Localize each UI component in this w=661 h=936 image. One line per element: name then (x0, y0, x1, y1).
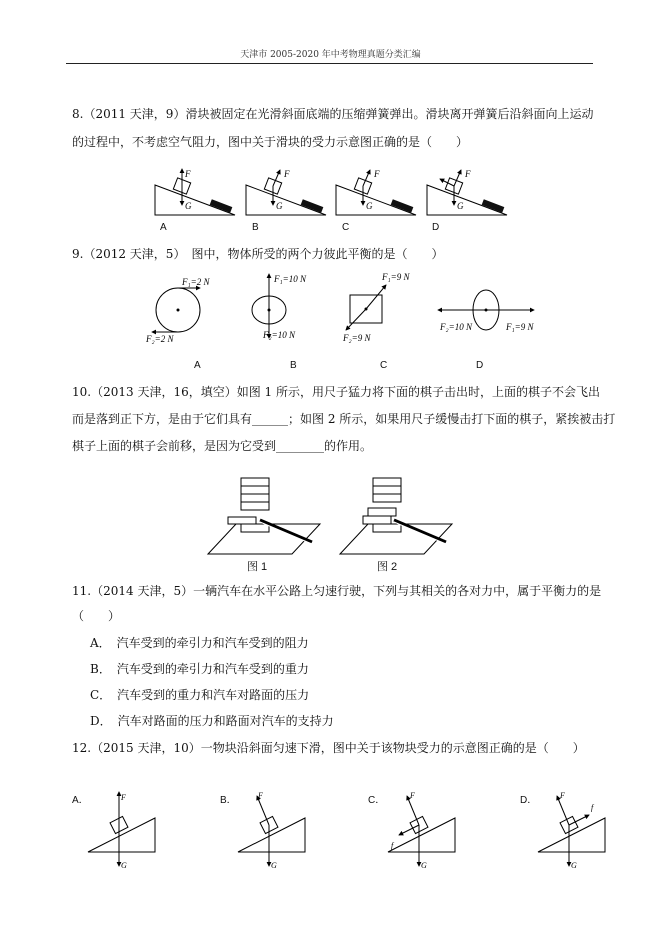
q12-d-f: F (560, 791, 565, 800)
q9-d-f2: F₂=10 N (440, 322, 472, 332)
q8-stem-line2: 的过程中，不考虑空气阻力，图中关于滑块的受力示意图正确的是（ ） (72, 135, 469, 149)
q12-label-c: C． (368, 795, 386, 806)
q9-figure-a (145, 277, 210, 344)
q11-stem-line2: （ ） (72, 609, 121, 623)
q12-c-g: G (421, 861, 427, 870)
q8-b-g: G (276, 201, 283, 211)
q8-a-g: G (185, 201, 192, 211)
q12-c-friction: f (391, 841, 394, 850)
q10-figure-1 (208, 478, 320, 554)
q11-option-d: D． 汽车对路面的压力和路面对汽车的支持力 (90, 714, 334, 728)
q10-figures (0, 470, 661, 560)
q12-stem-line1: 12.（2015 天津，10）一物块沿斜面匀速下滑，图中关于该物块受力的示意图正确的是（ ） (72, 741, 585, 755)
q12-b-g: G (271, 861, 277, 870)
q12-label-b: B． (220, 795, 237, 806)
q12-figure-c (388, 791, 455, 870)
q8-d-fn: F (465, 169, 471, 179)
q9-a-f2: F₂=2 N (146, 334, 174, 344)
q12-label-d: D． (520, 795, 538, 806)
q12-a-g: G (121, 861, 127, 870)
q8-b-fn: F (284, 169, 290, 179)
q9-a-f1: F₁=2 N (182, 277, 210, 287)
q8-c-fn: F (374, 169, 380, 179)
q12-figure-b (238, 791, 305, 870)
q12-b-f: F (258, 791, 263, 800)
q9-b-f1: F₁=10 N (274, 274, 306, 284)
q10-figure-2 (340, 478, 452, 554)
q12-d-friction: f (591, 803, 594, 812)
q8-stem-line1: 8.（2011 天津，9）滑块被固定在光滑斜面底端的压缩弹簧弹出。滑块离开弹簧后沿斜面向上运动 (72, 107, 594, 121)
q8-d-g: G (457, 201, 464, 211)
q12-figures (0, 788, 661, 868)
q8-a-fn: F (185, 169, 191, 179)
q8-figure-c (336, 169, 416, 215)
q8-figure-b (246, 169, 326, 215)
q9-label-a: A (194, 360, 201, 371)
q11-stem-line1: 11.（2014 天津，5）一辆汽车在水平公路上匀速行驶，下列与其相关的各对力中，属于平衡力的是 (72, 584, 602, 598)
q10-fig1-caption: 图 1 (247, 561, 268, 573)
q9-label-d: D (476, 360, 484, 371)
q10-stem-line1: 10.（2013 天津，16，填空）如图 1 所示，用尺子猛力将下面的棋子击出时，上面的棋子不会飞出 (72, 385, 600, 399)
q8-figures (0, 165, 661, 235)
q12-label-a: A． (72, 795, 89, 806)
q8-figure-a (155, 169, 235, 215)
q11-option-c: C． 汽车受到的重力和汽车对路面的压力 (90, 688, 310, 702)
q9-c-f1: F₁=9 N (382, 272, 410, 282)
q12-c-f: F (410, 791, 415, 800)
q11-option-a: A． 汽车受到的牵引力和汽车受到的阻力 (90, 636, 309, 650)
q9-stem-line1: 9.（2012 天津，5） 图中，物体所受的两个力彼此平衡的是（ ） (72, 247, 444, 261)
q10-stem-line2: 而是落到正下方，是由于它们具有______；如图 2 所示，如果用尺子缓慢击打下面的棋子，紧挨被击打 (72, 412, 616, 426)
q9-label-c: C (380, 360, 388, 371)
q12-figure-a (88, 792, 155, 870)
q10-fig2-caption: 图 2 (377, 561, 398, 573)
q9-label-b: B (290, 360, 297, 371)
q8-label-a: A (160, 222, 167, 233)
q9-d-f1: F₁=9 N (506, 322, 534, 332)
q12-a-f: F (121, 793, 126, 802)
q10-stem-line3: 棋子上面的棋子会前移，是因为它受到________的作用。 (72, 439, 373, 453)
q9-figure-c (342, 272, 410, 343)
q9-b-f2: F₂=10 N (263, 330, 295, 340)
q11-option-b: B． 汽车受到的牵引力和汽车受到的重力 (90, 662, 309, 676)
q9-figures (0, 268, 661, 348)
q8-label-d: D (432, 222, 440, 233)
q12-d-g: G (571, 861, 577, 870)
page-header: 天津市 2005-2020 年中考物理真题分类汇编 (240, 50, 421, 60)
q9-figure-d (438, 290, 534, 332)
q8-figure-d (427, 169, 507, 215)
q8-label-c: C (342, 222, 350, 233)
q8-label-b: B (252, 222, 259, 233)
q9-c-f2: F₂=9 N (343, 333, 371, 343)
q12-figure-d (538, 791, 605, 870)
header-rule (66, 63, 593, 64)
q9-figure-b (252, 274, 307, 340)
q8-c-g: G (366, 201, 373, 211)
